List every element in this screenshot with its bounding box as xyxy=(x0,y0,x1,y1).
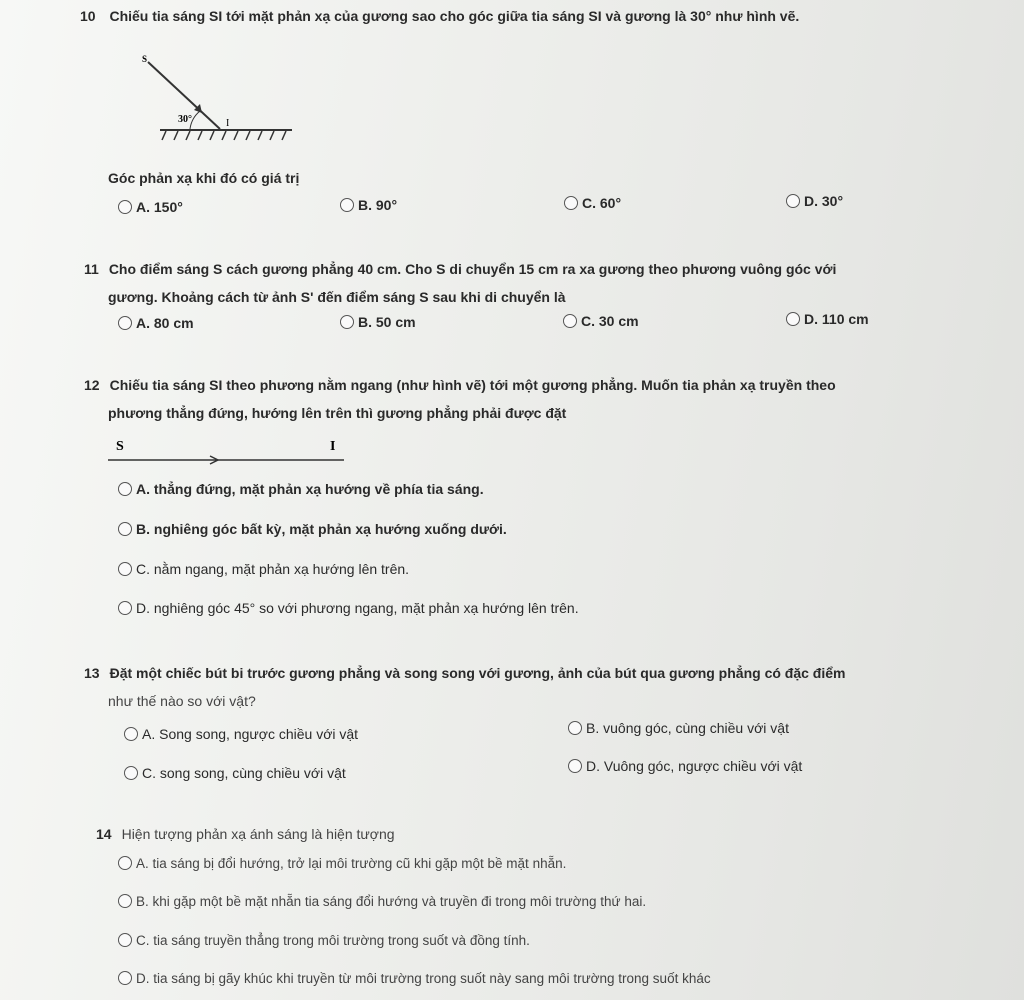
question-text-line1: Đặt một chiếc bút bi trước gương phẳng và song song với gương, ảnh của bút qua gương phẳng có đặc điểm xyxy=(109,665,846,681)
option-label: C. 60° xyxy=(582,195,622,211)
radio-button[interactable] xyxy=(124,766,138,780)
label-angle: 30° xyxy=(178,114,192,125)
question-text-line1: Chiếu tia sáng SI theo phương nằm ngang (như hình vẽ) tới một gương phẳng. Muốn tia phản xạ truyền theo xyxy=(109,377,836,393)
option-label: B. nghiêng góc bất kỳ, mặt phản xạ hướng xuống dưới. xyxy=(136,521,507,537)
option-label: C. song song, cùng chiều với vật xyxy=(142,765,346,781)
question-prompt: Góc phản xạ khi đó có giá trị xyxy=(108,170,300,186)
option-a[interactable] xyxy=(118,856,566,871)
question-14 xyxy=(96,824,996,846)
radio-button[interactable] xyxy=(118,316,132,330)
question-number: 10 xyxy=(80,8,96,24)
option-label: D. tia sáng bị gãy khúc khi truyền từ môi trường trong suốt này sang môi trường trong suốt khác xyxy=(136,971,711,986)
radio-button[interactable] xyxy=(118,482,132,496)
option-label: B. vuông góc, cùng chiều với vật xyxy=(586,720,789,736)
option-d[interactable] xyxy=(786,311,869,327)
radio-button[interactable] xyxy=(118,601,132,615)
option-label: D. Vuông góc, ngược chiều với vật xyxy=(586,758,803,774)
radio-button[interactable] xyxy=(124,727,138,741)
option-label: C. tia sáng truyền thẳng trong môi trường trong suốt và đồng tính. xyxy=(136,933,530,948)
question-text: Hiện tượng phản xạ ánh sáng là hiện tượng xyxy=(121,826,395,842)
label-i: I xyxy=(330,439,336,454)
label-s: S xyxy=(116,439,124,454)
option-c[interactable] xyxy=(563,313,639,329)
light-ray-figure-q12 xyxy=(104,430,354,470)
mirror-figure-q10 xyxy=(142,48,320,148)
option-c[interactable] xyxy=(118,561,409,577)
question-13 xyxy=(84,663,1004,712)
question-text: Chiếu tia sáng SI tới mặt phản xạ của gương sao cho góc giữa tia sáng SI và gương là 30° như hình vẽ. xyxy=(109,8,800,24)
radio-button[interactable] xyxy=(786,312,800,326)
option-b[interactable] xyxy=(568,720,789,736)
question-11 xyxy=(84,259,1004,308)
option-c[interactable] xyxy=(124,765,346,781)
option-label: A. 150° xyxy=(136,199,183,215)
question-12 xyxy=(84,375,1004,424)
option-label: C. nằm ngang, mặt phản xạ hướng lên trên. xyxy=(136,561,410,577)
option-a[interactable] xyxy=(118,481,484,497)
question-number: 11 xyxy=(84,261,99,277)
option-label: B. 50 cm xyxy=(358,314,416,330)
radio-button[interactable] xyxy=(340,198,354,212)
label-i: I xyxy=(226,118,230,129)
radio-button[interactable] xyxy=(568,721,582,735)
option-label: D. 30° xyxy=(804,193,844,209)
question-text-line2: gương. Khoảng cách từ ảnh S' đến điểm sáng S sau khi di chuyển là xyxy=(108,288,566,305)
option-b[interactable] xyxy=(340,197,397,213)
option-label: A. Song song, ngược chiều với vật xyxy=(142,726,359,742)
option-c[interactable] xyxy=(564,195,621,211)
radio-button[interactable] xyxy=(786,194,800,208)
radio-button[interactable] xyxy=(118,894,132,908)
radio-button[interactable] xyxy=(340,315,354,329)
option-b[interactable] xyxy=(118,894,646,909)
question-number: 14 xyxy=(96,826,112,842)
option-label: B. 90° xyxy=(358,197,398,213)
question-text-line1: Cho điểm sáng S cách gương phẳng 40 cm. Cho S di chuyển 15 cm ra xa gương theo phương vuông góc với xyxy=(108,261,837,277)
option-d[interactable] xyxy=(786,193,843,209)
option-c[interactable] xyxy=(118,933,530,948)
radio-button[interactable] xyxy=(563,314,577,328)
option-d[interactable] xyxy=(118,600,579,616)
option-label: D. 110 cm xyxy=(804,311,869,327)
option-a[interactable] xyxy=(124,726,358,742)
mirror-hatch xyxy=(162,131,286,140)
option-d[interactable] xyxy=(118,971,711,986)
option-a[interactable] xyxy=(118,315,194,331)
option-d[interactable] xyxy=(568,758,802,774)
radio-button[interactable] xyxy=(568,759,582,773)
option-label: A. 80 cm xyxy=(136,315,194,331)
radio-button[interactable] xyxy=(564,196,578,210)
option-label: A. tia sáng bị đổi hướng, trở lại môi trường cũ khi gặp một bề mặt nhẵn. xyxy=(136,856,567,871)
question-number: 12 xyxy=(84,377,100,393)
radio-button[interactable] xyxy=(118,933,132,947)
radio-button[interactable] xyxy=(118,856,132,870)
radio-button[interactable] xyxy=(118,562,132,576)
radio-button[interactable] xyxy=(118,522,132,536)
radio-button[interactable] xyxy=(118,200,132,214)
option-label: D. nghiêng góc 45° so với phương ngang, mặt phản xạ hướng lên trên. xyxy=(136,600,579,616)
option-label: C. 30 cm xyxy=(581,313,639,329)
question-10 xyxy=(80,6,1000,28)
option-a[interactable] xyxy=(118,199,183,215)
option-label: B. khi gặp một bề mặt nhẵn tia sáng đổi hướng và truyền đi trong môi trường thứ hai. xyxy=(136,894,647,909)
radio-button[interactable] xyxy=(118,971,132,985)
option-b[interactable] xyxy=(118,521,507,537)
label-s: S xyxy=(142,54,148,64)
option-label: A. thẳng đứng, mặt phản xạ hướng về phía tia sáng. xyxy=(136,481,484,497)
question-text-line2: phương thẳng đứng, hướng lên trên thì gương phẳng phải được đặt xyxy=(108,404,567,421)
question-text-line2: như thế nào so với vật? xyxy=(108,692,256,709)
option-b[interactable] xyxy=(340,314,416,330)
question-number: 13 xyxy=(84,665,100,681)
